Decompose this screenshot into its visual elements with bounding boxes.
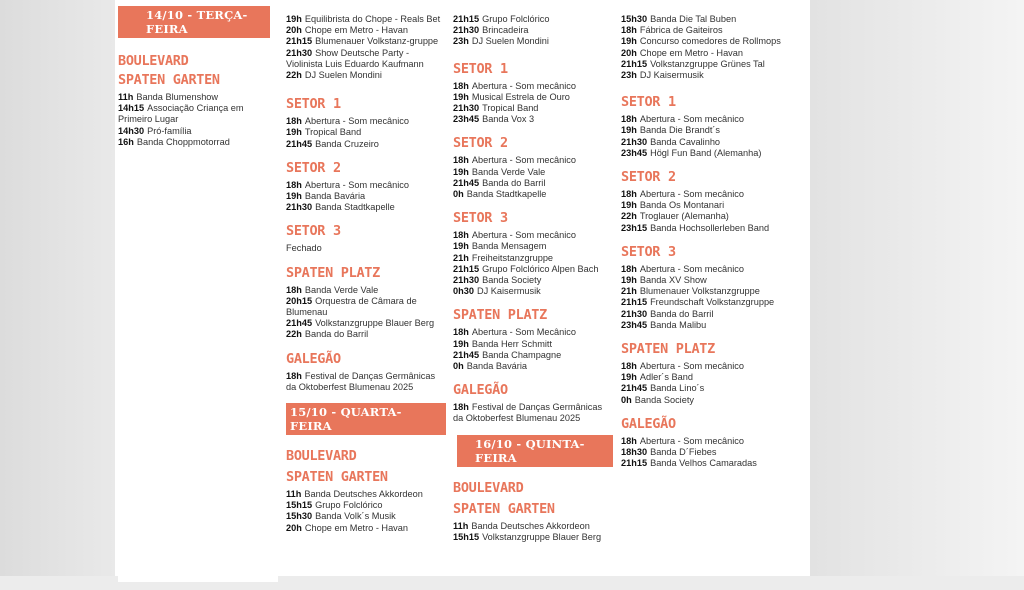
entry-text: DJ Kaisermusik — [639, 70, 704, 81]
sector-heading: SETOR 1 — [286, 96, 341, 113]
entry-text: Grupo Folclórico — [482, 14, 550, 24]
entry-time: 21h30 — [453, 275, 480, 286]
entry-time: 18h — [621, 189, 637, 200]
entry-text: Banda Die Brandt´s — [639, 125, 721, 136]
entry-time: 22h — [286, 70, 302, 81]
entry-text: Banda Vox 3 — [482, 114, 535, 125]
venue-heading: GALEGÃO — [286, 350, 341, 367]
schedule-entry — [453, 241, 613, 252]
entry-time: 22h — [621, 211, 637, 222]
entry-text: Abertura - Som mecânico — [639, 189, 745, 200]
entry-time: 18h — [621, 361, 637, 372]
entry-text: Banda Bavária — [466, 361, 528, 372]
schedule-entry — [621, 264, 786, 275]
schedule-entry — [621, 372, 786, 383]
schedule-entry — [621, 286, 786, 297]
entry-time: 21h15 — [453, 14, 480, 24]
entry-text: Volkstanzgruppe Grünes Tal — [650, 58, 765, 69]
entry-text: Grupo Folclórico Alpen Bach — [482, 263, 599, 274]
schedule-entry — [621, 14, 786, 25]
schedule-entry — [453, 178, 613, 189]
date-heading: 14/10 - TERÇA-FEIRA — [118, 6, 270, 38]
venue-heading: SPATEN GARTEN — [453, 500, 555, 517]
schedule-entry — [453, 521, 613, 532]
entry-time: 21h15 — [453, 263, 480, 274]
schedule-entry — [453, 103, 613, 114]
schedule-entry — [286, 70, 446, 81]
schedule-entry — [286, 371, 446, 393]
entry-time: 18h — [286, 284, 302, 295]
entry-text: Banda Verde Vale — [471, 166, 546, 177]
entry-time: 21h45 — [453, 177, 480, 188]
sector-heading: SETOR 3 — [286, 223, 341, 240]
schedule-entry — [621, 223, 786, 234]
entry-list — [621, 361, 786, 406]
entry-text: Fábrica de Gaiteiros — [639, 25, 723, 36]
entry-time: 21h45 — [286, 138, 313, 149]
entry-time: 21h45 — [286, 318, 313, 329]
venue-heading: SPATEN PLATZ — [453, 307, 547, 324]
schedule-entry — [621, 125, 786, 136]
entry-time: 19h — [621, 36, 637, 47]
entry-text: Banda Society — [634, 394, 694, 405]
entry-time: 21h15 — [621, 58, 648, 69]
entry-text: Freundschaft Volkstanzgruppe — [650, 297, 775, 308]
schedule-entry — [118, 126, 278, 137]
entry-text: Tropical Band — [482, 103, 539, 114]
schedule-entry — [453, 189, 613, 200]
schedule-entry — [621, 189, 786, 200]
schedule-entry — [118, 103, 278, 125]
column-c — [453, 14, 613, 590]
venue-heading: BOULEVARD — [118, 53, 189, 69]
schedule-entry — [621, 25, 786, 36]
entry-text: Equilibrista do Chope - Reals Bet — [304, 14, 441, 24]
schedule-entry — [453, 286, 613, 297]
sector-heading: SETOR 1 — [621, 94, 676, 111]
schedule-entry — [286, 511, 446, 522]
entry-time: 18h — [453, 327, 469, 338]
entry-text: Banda Mensagem — [471, 241, 547, 252]
venue-heading: GALEGÃO — [621, 415, 676, 432]
schedule-entry — [453, 402, 613, 424]
entry-text: Banda Champagne — [482, 349, 562, 360]
entry-text: Abertura - Som mecânico — [471, 155, 577, 166]
entry-text: Abertura - Som mecânico — [639, 263, 745, 274]
entry-text: Banda XV Show — [639, 275, 707, 286]
entry-list — [453, 402, 613, 424]
entry-time: 23h15 — [621, 222, 648, 233]
entry-text: Adler´s Band — [639, 372, 693, 383]
entry-text: Banda do Barril — [482, 177, 546, 188]
entry-text: Högl Fun Band (Alemanha) — [650, 147, 762, 158]
entry-list — [621, 114, 786, 159]
entry-time: 22h — [286, 329, 302, 340]
entry-time: 15h30 — [621, 14, 648, 24]
entry-list — [453, 521, 613, 543]
schedule-entry — [453, 253, 613, 264]
entry-time: 18h — [286, 116, 302, 127]
entry-time: 21h45 — [453, 349, 480, 360]
entry-text: Show Deutsche Party - Violinista Luis Eduardo Kaufmann — [286, 47, 424, 69]
entry-time: 18h — [453, 230, 469, 241]
entry-list — [453, 14, 613, 48]
entry-text: Blumenauer Volkstanz-gruppe — [315, 36, 439, 47]
entry-text: Banda Society — [482, 275, 542, 286]
schedule-entry — [453, 92, 613, 103]
entry-text: Banda Os Montanari — [639, 200, 725, 211]
entry-time: 23h45 — [621, 319, 648, 330]
schedule-entry — [453, 264, 613, 275]
entry-time: 18h30 — [621, 447, 648, 458]
entry-text: Abertura - Som mecânico — [639, 114, 745, 125]
schedule-entry — [453, 14, 613, 25]
entry-text: Banda Deutsches Akkordeon — [304, 489, 423, 500]
schedule-entry — [453, 275, 613, 286]
sector-heading: SETOR 2 — [453, 135, 508, 152]
date-heading: 16/10 - QUINTA-FEIRA — [457, 435, 613, 467]
entry-time: 19h — [286, 191, 302, 202]
entry-text: Chope em Metro - Havan — [304, 25, 408, 36]
schedule-entry — [286, 139, 446, 150]
entry-time: 20h15 — [286, 295, 313, 306]
sector-heading: SETOR 3 — [621, 243, 676, 260]
schedule-entry — [453, 114, 613, 125]
entry-time: 20h — [621, 47, 637, 58]
entry-text: Abertura - Som mecânico — [639, 361, 745, 372]
column-tuesday — [118, 6, 278, 582]
entry-time: 18h — [621, 114, 637, 125]
entry-text: Troglauer (Alemanha) — [639, 211, 729, 222]
entry-text: Abertura - Som mecânico — [471, 230, 577, 241]
entry-time: 14h30 — [118, 125, 145, 136]
entry-list — [286, 14, 446, 81]
entry-text: Banda Stadtkapelle — [466, 189, 547, 200]
schedule-entry — [286, 36, 446, 47]
entry-text: Banda Hochsollerleben Band — [650, 222, 770, 233]
entry-time: 21h15 — [621, 297, 648, 308]
entry-text: Volkstanzgruppe Blauer Berg — [315, 318, 435, 329]
entry-time: 19h — [453, 338, 469, 349]
entry-list — [453, 230, 613, 297]
entry-time: 20h — [286, 522, 302, 533]
entry-list — [621, 436, 786, 470]
schedule-entry — [621, 211, 786, 222]
entry-text: Banda Malibu — [650, 319, 707, 330]
schedule-entry — [621, 447, 786, 458]
entry-time: 15h15 — [453, 531, 480, 542]
venue-heading: SPATEN GARTEN — [118, 72, 220, 88]
entry-text: Banda Choppmotorrad — [136, 136, 230, 147]
entry-list — [453, 81, 613, 126]
schedule-entry — [453, 350, 613, 361]
schedule-entry — [286, 523, 446, 534]
schedule-entry — [621, 70, 786, 81]
right-background — [810, 0, 1024, 576]
entry-time: 18h — [621, 25, 637, 36]
schedule-entry — [286, 318, 446, 329]
entry-list — [453, 155, 613, 200]
entry-text: Brincadeira — [482, 25, 529, 36]
entry-time: 21h45 — [621, 383, 648, 394]
entry-time: 18h — [286, 179, 302, 190]
entry-time: 21h15 — [621, 458, 648, 469]
entry-time: 18h — [453, 80, 469, 91]
schedule-entry — [621, 320, 786, 331]
schedule-entry — [621, 59, 786, 70]
entry-text: Festival de Danças Germânicas da Oktoberfest Blumenau 2025 — [453, 402, 603, 424]
entry-text: Musical Estrela de Ouro — [471, 91, 570, 102]
entry-text: Banda Bavária — [304, 191, 366, 202]
entry-list — [286, 285, 446, 341]
venue-heading: SPATEN PLATZ — [621, 341, 715, 358]
entry-list — [621, 189, 786, 234]
sector-heading: SETOR 2 — [621, 169, 676, 186]
schedule-entry — [453, 339, 613, 350]
schedule-entry — [286, 202, 446, 213]
entry-text: Chope em Metro - Havan — [639, 47, 743, 58]
entry-time: 21h — [453, 252, 469, 263]
sector-heading: SETOR 3 — [453, 210, 508, 227]
entry-time: 19h — [286, 14, 302, 24]
entry-time: 11h — [453, 520, 469, 531]
schedule-entry — [621, 458, 786, 469]
entry-text: Banda Verde Vale — [304, 284, 379, 295]
schedule-entry — [453, 155, 613, 166]
entry-time: 14h15 — [118, 103, 145, 114]
entry-text: Banda Deutsches Akkordeon — [471, 520, 590, 531]
schedule-entry — [621, 137, 786, 148]
entry-text: Associação Criança em Primeiro Lugar — [118, 103, 244, 125]
entry-time: 18h — [286, 370, 302, 381]
entry-time: 21h30 — [286, 202, 313, 213]
schedule-entry — [453, 230, 613, 241]
entry-time: 11h — [286, 489, 302, 500]
schedule-entry — [621, 297, 786, 308]
entry-list — [621, 14, 786, 81]
entry-time: 19h — [621, 275, 637, 286]
entry-time: 23h45 — [453, 114, 480, 125]
entry-text: Abertura - Som mecânico — [639, 435, 745, 446]
schedule-entry — [286, 25, 446, 36]
entry-time: 19h — [621, 200, 637, 211]
entry-list — [621, 264, 786, 331]
entry-text: Abertura - Som mecânico — [471, 80, 577, 91]
entry-text: Banda do Barril — [650, 308, 714, 319]
entry-time: 23h45 — [621, 147, 648, 158]
entry-list — [286, 371, 446, 393]
entry-text: Banda Cruzeiro — [315, 138, 379, 149]
entry-text: Banda Lino´s — [650, 383, 705, 394]
entry-time: 18h — [621, 263, 637, 274]
schedule-entry — [621, 383, 786, 394]
entry-text: Banda Die Tal Buben — [650, 14, 737, 24]
entry-time: 19h — [286, 127, 302, 138]
entry-time: 18h — [621, 435, 637, 446]
entry-list — [286, 116, 446, 150]
entry-time: 18h — [453, 402, 469, 413]
schedule-entry — [286, 500, 446, 511]
entry-time: 19h — [621, 372, 637, 383]
schedule-entry — [286, 191, 446, 202]
schedule-entry — [286, 285, 446, 296]
entry-text: Banda Cavalinho — [650, 136, 721, 147]
entry-time: 15h15 — [286, 500, 313, 511]
entry-time: 21h30 — [453, 103, 480, 114]
entry-time: 19h — [453, 166, 469, 177]
entry-list — [118, 92, 278, 148]
entry-time: 11h — [118, 92, 134, 102]
entry-text: Tropical Band — [304, 127, 362, 138]
schedule-entry — [621, 114, 786, 125]
schedule-entry — [453, 81, 613, 92]
schedule-entry — [286, 180, 446, 191]
venue-heading: GALEGÃO — [453, 382, 508, 399]
schedule-entry — [286, 296, 446, 318]
schedule-entry — [286, 48, 446, 70]
schedule-entry — [453, 532, 613, 543]
column-d — [621, 14, 786, 590]
entry-text: Banda Velhos Camaradas — [650, 458, 757, 469]
sector-heading: SETOR 2 — [286, 159, 341, 176]
entry-time: 21h30 — [621, 308, 648, 319]
schedule-entry — [286, 243, 446, 254]
entry-time: 16h — [118, 136, 134, 147]
entry-text: Abertura - Som mecânico — [304, 179, 410, 190]
entry-time: 0h — [453, 361, 464, 372]
entry-time: 0h — [621, 394, 632, 405]
entry-text: Festival de Danças Germânicas da Oktoberfest Blumenau 2025 — [286, 370, 436, 392]
entry-time: 21h — [621, 286, 637, 297]
left-background — [0, 0, 115, 576]
entry-list — [286, 489, 446, 534]
entry-text: Orquestra de Câmara de Blumenau — [286, 295, 417, 318]
schedule-entry — [286, 127, 446, 138]
entry-time: 21h30 — [453, 25, 480, 36]
entry-text: Freiheitstanzgruppe — [471, 252, 554, 263]
venue-heading: SPATEN GARTEN — [286, 469, 388, 486]
entry-time: 23h — [453, 36, 469, 47]
entry-text: Chope em Metro - Havan — [304, 522, 408, 533]
schedule-entry — [286, 489, 446, 500]
schedule-entry — [621, 275, 786, 286]
venue-heading: SPATEN PLATZ — [286, 264, 380, 281]
entry-text: Banda do Barril — [304, 329, 369, 340]
entry-text: Banda Stadtkapelle — [315, 202, 395, 213]
schedule-entry — [286, 329, 446, 340]
entry-time: 21h30 — [286, 47, 313, 58]
entry-time: 0h30 — [453, 286, 474, 297]
schedule-entry — [286, 116, 446, 127]
entry-text: Abertura - Som Mecânico — [471, 327, 577, 338]
entry-text: Concurso comedores de Rollmops — [639, 36, 781, 47]
schedule-entry — [453, 167, 613, 178]
schedule-entry — [453, 361, 613, 372]
entry-text: Grupo Folclórico — [315, 500, 383, 511]
schedule-entry — [621, 148, 786, 159]
entry-list — [453, 327, 613, 372]
entry-time: 21h30 — [621, 136, 648, 147]
entry-time: 19h — [453, 241, 469, 252]
schedule-entry — [453, 327, 613, 338]
schedule-entry — [453, 25, 613, 36]
entry-text: Abertura - Som mecânico — [304, 116, 410, 127]
column-b — [286, 14, 446, 590]
schedule-entry — [118, 137, 278, 148]
schedule-entry — [118, 92, 278, 103]
entry-text: Volkstanzgruppe Blauer Berg — [482, 531, 602, 542]
entry-text: Fechado — [286, 243, 322, 254]
schedule-entry — [621, 395, 786, 406]
schedule-entry — [621, 200, 786, 211]
entry-text: Banda Herr Schmitt — [471, 338, 553, 349]
schedule-entry — [453, 36, 613, 47]
entry-text: Banda D´Fiebes — [650, 447, 717, 458]
entry-time: 20h — [286, 25, 302, 36]
venue-heading: BOULEVARD — [453, 479, 524, 496]
schedule-entry — [621, 309, 786, 320]
entry-text: DJ Suelen Mondini — [471, 36, 549, 47]
entry-text: Banda Blumenshow — [136, 92, 219, 102]
sector-heading: SETOR 1 — [453, 60, 508, 77]
entry-text: Banda Volk´s Musik — [315, 511, 396, 522]
schedule-entry — [286, 14, 446, 25]
entry-list — [286, 180, 446, 214]
entry-text: DJ Kaisermusik — [476, 286, 541, 297]
entry-time: 18h — [453, 155, 469, 166]
entry-text: Blumenauer Volkstanzgruppe — [639, 286, 760, 297]
entry-time: 0h — [453, 189, 464, 200]
schedule-entry — [621, 361, 786, 372]
entry-text: Pró-família — [147, 125, 192, 136]
entry-time: 19h — [453, 91, 469, 102]
entry-list — [286, 243, 446, 254]
schedule-entry — [621, 36, 786, 47]
venue-heading: BOULEVARD — [286, 448, 357, 465]
date-heading: 15/10 - QUARTA-FEIRA — [286, 403, 446, 435]
schedule-entry — [621, 436, 786, 447]
entry-text: DJ Suelen Mondini — [304, 70, 382, 81]
entry-time: 23h — [621, 70, 637, 81]
entry-time: 21h15 — [286, 36, 313, 47]
entry-time: 19h — [621, 125, 637, 136]
schedule-entry — [621, 48, 786, 59]
entry-time: 15h30 — [286, 511, 313, 522]
